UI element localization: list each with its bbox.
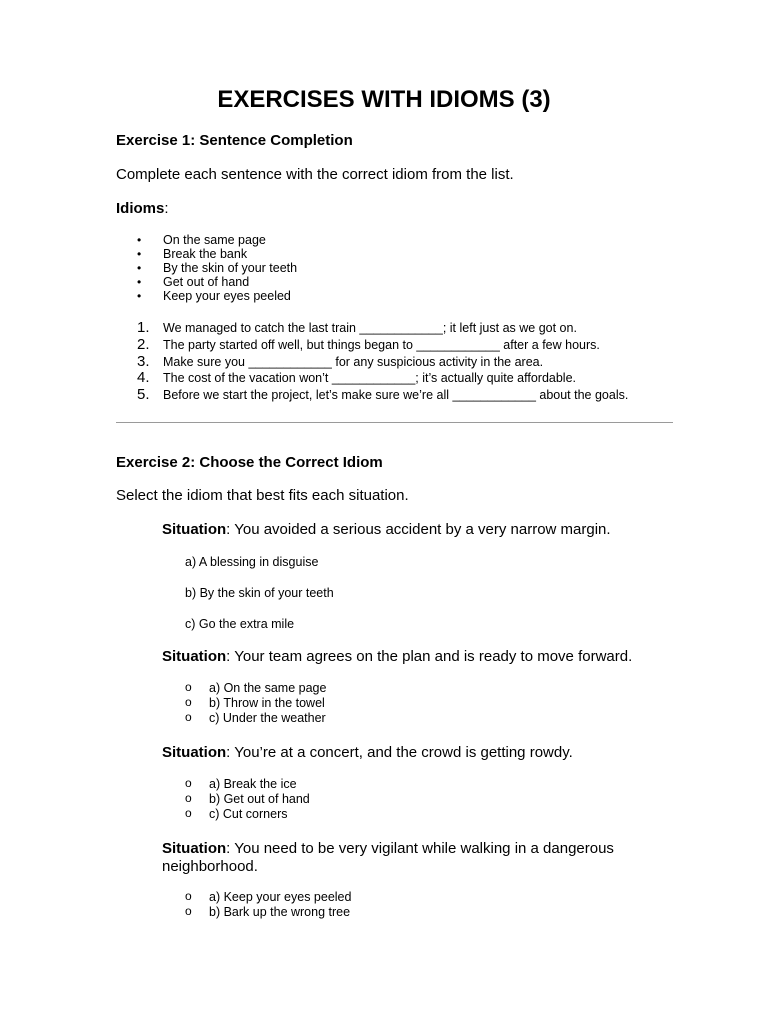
section-divider <box>116 422 673 423</box>
sentence-number: 2. <box>137 335 150 353</box>
situation-3-options <box>185 777 310 823</box>
exercise-1-instruction: Complete each sentence with the correct idiom from the list. <box>116 166 514 183</box>
option-a: a) A blessing in disguise <box>185 555 319 569</box>
option-b: b) By the skin of your teeth <box>185 586 334 600</box>
sentence-number: 3. <box>137 352 150 370</box>
exercise-2-instruction: Select the idiom that best fits each situation. <box>116 487 409 504</box>
situation-2-options <box>185 681 326 727</box>
sentence-number: 1. <box>137 319 150 336</box>
sentence-text: We managed to catch the last train ____________; it left just as we got on. <box>163 321 577 335</box>
sentence-number: 4. <box>137 369 150 387</box>
sentences-list <box>137 320 628 404</box>
idiom-item: • On the same page <box>137 233 297 247</box>
option-item: o c) Cut corners <box>185 807 310 822</box>
sentence-text: Make sure you ____________ for any suspicious activity in the area. <box>163 354 544 369</box>
sentence-item <box>137 370 628 387</box>
idioms-colon: : <box>164 200 169 217</box>
option-item: o b) Get out of hand <box>185 792 310 807</box>
situation-label: Situation <box>162 744 227 761</box>
situation-text: : You avoided a serious accident by a very narrow margin. <box>226 521 611 538</box>
idiom-item: • Get out of hand <box>137 275 297 289</box>
sentence-number: 5. <box>137 386 150 404</box>
situation-2 <box>162 648 632 666</box>
idiom-item: • Keep your eyes peeled <box>137 289 297 303</box>
situation-label: Situation <box>162 840 227 857</box>
situation-3 <box>162 744 573 762</box>
idiom-item: • Break the bank <box>137 247 297 261</box>
situation-text-line1: : You need to be very vigilant while walking in a dangerous <box>226 840 614 857</box>
idioms-label: Idioms <box>116 200 165 217</box>
idiom-item: • By the skin of your teeth <box>137 261 297 275</box>
page-title: EXERCISES WITH IDIOMS (3) <box>217 86 551 113</box>
situation-text-line2: neighborhood. <box>162 858 258 875</box>
exercise-1-heading: Exercise 1: Sentence Completion <box>116 132 353 149</box>
situation-4 <box>162 840 614 876</box>
sentence-text: The party started off well, but things began to ____________ after a few hours. <box>163 337 600 352</box>
situation-label: Situation <box>162 521 227 538</box>
situation-text: : You’re at a concert, and the crowd is getting rowdy. <box>226 744 573 761</box>
situation-1 <box>162 521 611 539</box>
idioms-heading <box>116 200 169 217</box>
sentence-item <box>137 337 628 354</box>
option-c: c) Go the extra mile <box>185 617 295 631</box>
option-item: o b) Bark up the wrong tree <box>185 905 351 920</box>
situation-text: : Your team agrees on the plan and is ready to move forward. <box>226 648 633 665</box>
situation-label: Situation <box>162 648 227 665</box>
situation-4-options <box>185 890 351 920</box>
exercise-2-heading: Exercise 2: Choose the Correct Idiom <box>116 454 383 471</box>
option-item: o b) Throw in the towel <box>185 696 326 711</box>
option-item: o a) On the same page <box>185 681 326 696</box>
idioms-list <box>137 233 297 303</box>
option-item: o a) Break the ice <box>185 777 310 792</box>
sentence-text: Before we start the project, let’s make sure we’re all ____________ about the goals. <box>163 388 629 403</box>
sentence-item <box>137 354 628 371</box>
sentence-item <box>137 320 628 337</box>
sentence-item <box>137 387 628 404</box>
option-item: o a) Keep your eyes peeled <box>185 890 351 905</box>
sentence-text: The cost of the vacation won’t ____________; it’s actually quite affordable. <box>163 371 577 386</box>
option-item: o c) Under the weather <box>185 711 326 726</box>
